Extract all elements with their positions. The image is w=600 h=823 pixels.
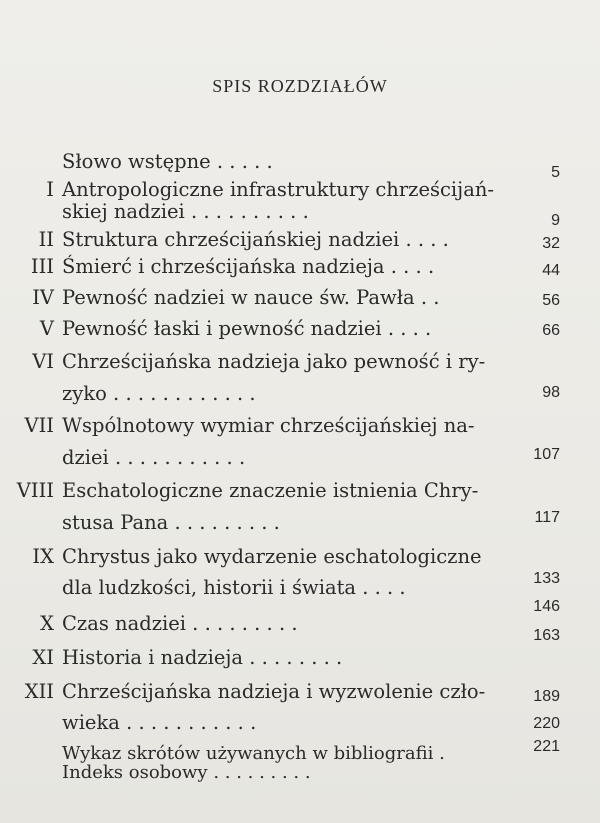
toc-page-number: 9 (551, 212, 560, 229)
toc-page-number: 189 (533, 688, 560, 705)
toc-entry-text: Słowo wstępne . . . . . (62, 150, 273, 173)
toc-page-number: 32 (542, 235, 560, 252)
toc-entry-text: zyko . . . . . . . . . . . . (62, 382, 256, 405)
toc-chapter-number: II (38, 228, 54, 251)
toc-entry-text: Antropologiczne infrastruktury chrześcijań- (62, 178, 494, 201)
toc-chapter-number: XII (24, 680, 54, 703)
toc-page-number: 117 (534, 509, 560, 526)
toc-chapter-number: VIII (16, 479, 54, 502)
toc-page-number: 146 (533, 598, 560, 615)
toc-chapter-number: X (40, 612, 54, 635)
toc-chapter-number: VII (24, 414, 54, 437)
toc-page-number: 221 (533, 738, 560, 755)
toc-page-number: 107 (533, 446, 560, 463)
toc-chapter-number: V (39, 317, 54, 340)
toc-entry-text: Pewność nadziei w nauce św. Pawła . . (62, 286, 440, 309)
toc-entry-text: dla ludzkości, historii i świata . . . . (62, 576, 406, 599)
toc-entry-text: Eschatologiczne znaczenie istnienia Chry- (62, 479, 479, 502)
toc-entry-text: Historia i nadzieja . . . . . . . . (62, 646, 343, 669)
toc-page-number: 5 (551, 164, 560, 181)
page-title: SPIS ROZDZIAŁÓW (212, 76, 388, 96)
toc-chapter-number: III (30, 255, 54, 278)
toc-page-number: 56 (542, 292, 560, 309)
toc-entry-text: Wspólnotowy wymiar chrześcijańskiej na- (62, 414, 475, 437)
toc-page-number: 44 (542, 262, 560, 279)
toc-entry-text: Chrześcijańska nadzieja i wyzwolenie czło- (62, 680, 486, 703)
toc-entry-text: stusa Pana . . . . . . . . . (62, 511, 280, 534)
toc-chapter-number: XI (32, 646, 54, 669)
toc-chapter-number: I (46, 178, 54, 201)
toc-page-number: 66 (542, 322, 560, 339)
toc-entry-text: Chrystus jako wydarzenie eschatologiczne (62, 545, 482, 568)
toc-entry-text: Chrześcijańska nadzieja jako pewność i ry- (62, 350, 486, 373)
toc-chapter-number: IV (32, 286, 54, 309)
toc-page-number: 98 (542, 384, 560, 401)
toc-chapter-number: IX (32, 545, 54, 568)
toc-entry-text: Śmierć i chrześcijańska nadzieja . . . . (62, 255, 435, 278)
toc-entry-text: Wykaz skrótów używanych w bibliografii . (62, 743, 445, 764)
toc-entry-text: Czas nadziei . . . . . . . . . (62, 612, 298, 635)
toc-entry-text: skiej nadziei . . . . . . . . . . (62, 200, 309, 223)
toc-chapter-number: VI (32, 350, 54, 373)
toc-page-number: 133 (533, 570, 560, 587)
toc-entry-text: dziei . . . . . . . . . . . (62, 446, 246, 469)
toc-page-number: 163 (533, 627, 560, 644)
toc-entry-text: Struktura chrześcijańskiej nadziei . . . . (62, 228, 449, 251)
toc-entry-text: wieka . . . . . . . . . . . (62, 711, 257, 734)
toc-page-number: 220 (533, 715, 560, 732)
toc-entry-text: Indeks osobowy . . . . . . . . . (62, 762, 311, 783)
toc-entry-text: Pewność łaski i pewność nadziei . . . . (62, 317, 432, 340)
